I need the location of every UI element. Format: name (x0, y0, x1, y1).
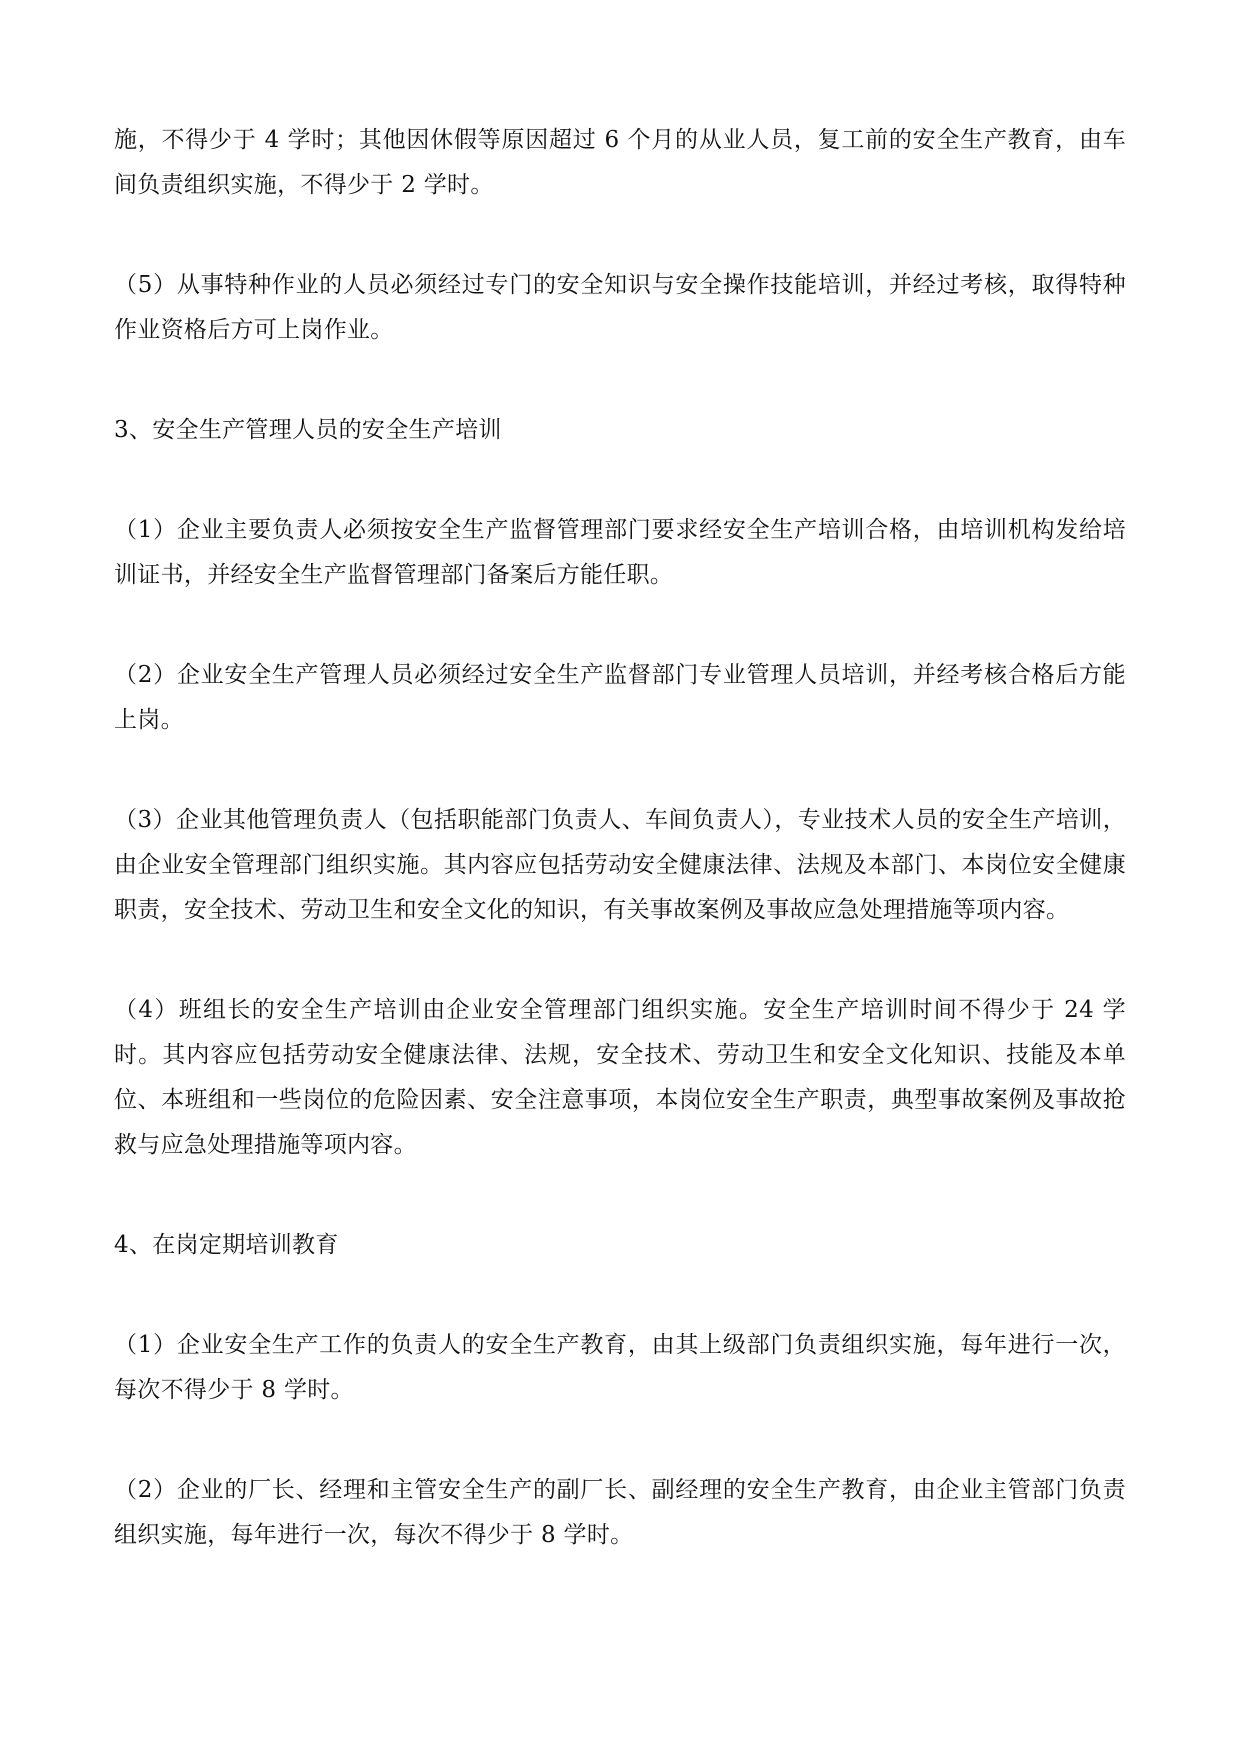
paragraph-item-5: （5）从事特种作业的人员必须经过专门的安全知识与安全操作技能培训，并经过考核，取得特种作业资格后方可上岗作业。 (114, 272, 1126, 343)
document-body (114, 118, 1126, 1613)
section-heading-3: 3、安全生产管理人员的安全生产培训 (114, 417, 502, 443)
paragraph-item-2: （2）企业安全生产管理人员必须经过安全生产监督部门专业管理人员培训，并经考核合格后方能上岗。 (114, 662, 1126, 733)
paragraph-item-4: （4）班组长的安全生产培训由企业安全管理部门组织实施。安全生产培训时间不得少于 24 学时。其内容应包括劳动安全健康法律、法规，安全技术、劳动卫生和安全文化知识、技能及本单位、本班组和一些岗位的危险因素、安全注意事项，本岗位安全生产职责，典型事故案例及事故抢救与应急处理措施等项内容。 (114, 997, 1126, 1158)
paragraph-continuation: 施，不得少于 4 学时；其他因休假等原因超过 6 个月的从业人员，复工前的安全生产教育，由车间负责组织实施，不得少于 2 学时。 (114, 127, 1126, 198)
section-heading-4: 4、在岗定期培训教育 (114, 1232, 339, 1258)
paragraph-item-2-periodic: （2）企业的厂长、经理和主管安全生产的副厂长、副经理的安全生产教育，由企业主管部门负责组织实施，每年进行一次，每次不得少于 8 学时。 (114, 1477, 1126, 1548)
paragraph-item-1-periodic: （1）企业安全生产工作的负责人的安全生产教育，由其上级部门负责组织实施，每年进行一次，每次不得少于 8 学时。 (114, 1332, 1126, 1403)
paragraph-item-3: （3）企业其他管理负责人（包括职能部门负责人、车间负责人），专业技术人员的安全生产培训，由企业安全管理部门组织实施。其内容应包括劳动安全健康法律、法规及本部门、本岗位安全健康职责，安全技术、劳动卫生和安全文化的知识，有关事故案例及事故应急处理措施等项内容。 (114, 807, 1126, 923)
paragraph-item-1: （1）企业主要负责人必须按安全生产监督管理部门要求经安全生产培训合格，由培训机构发给培训证书，并经安全生产监督管理部门备案后方能任职。 (114, 517, 1126, 588)
